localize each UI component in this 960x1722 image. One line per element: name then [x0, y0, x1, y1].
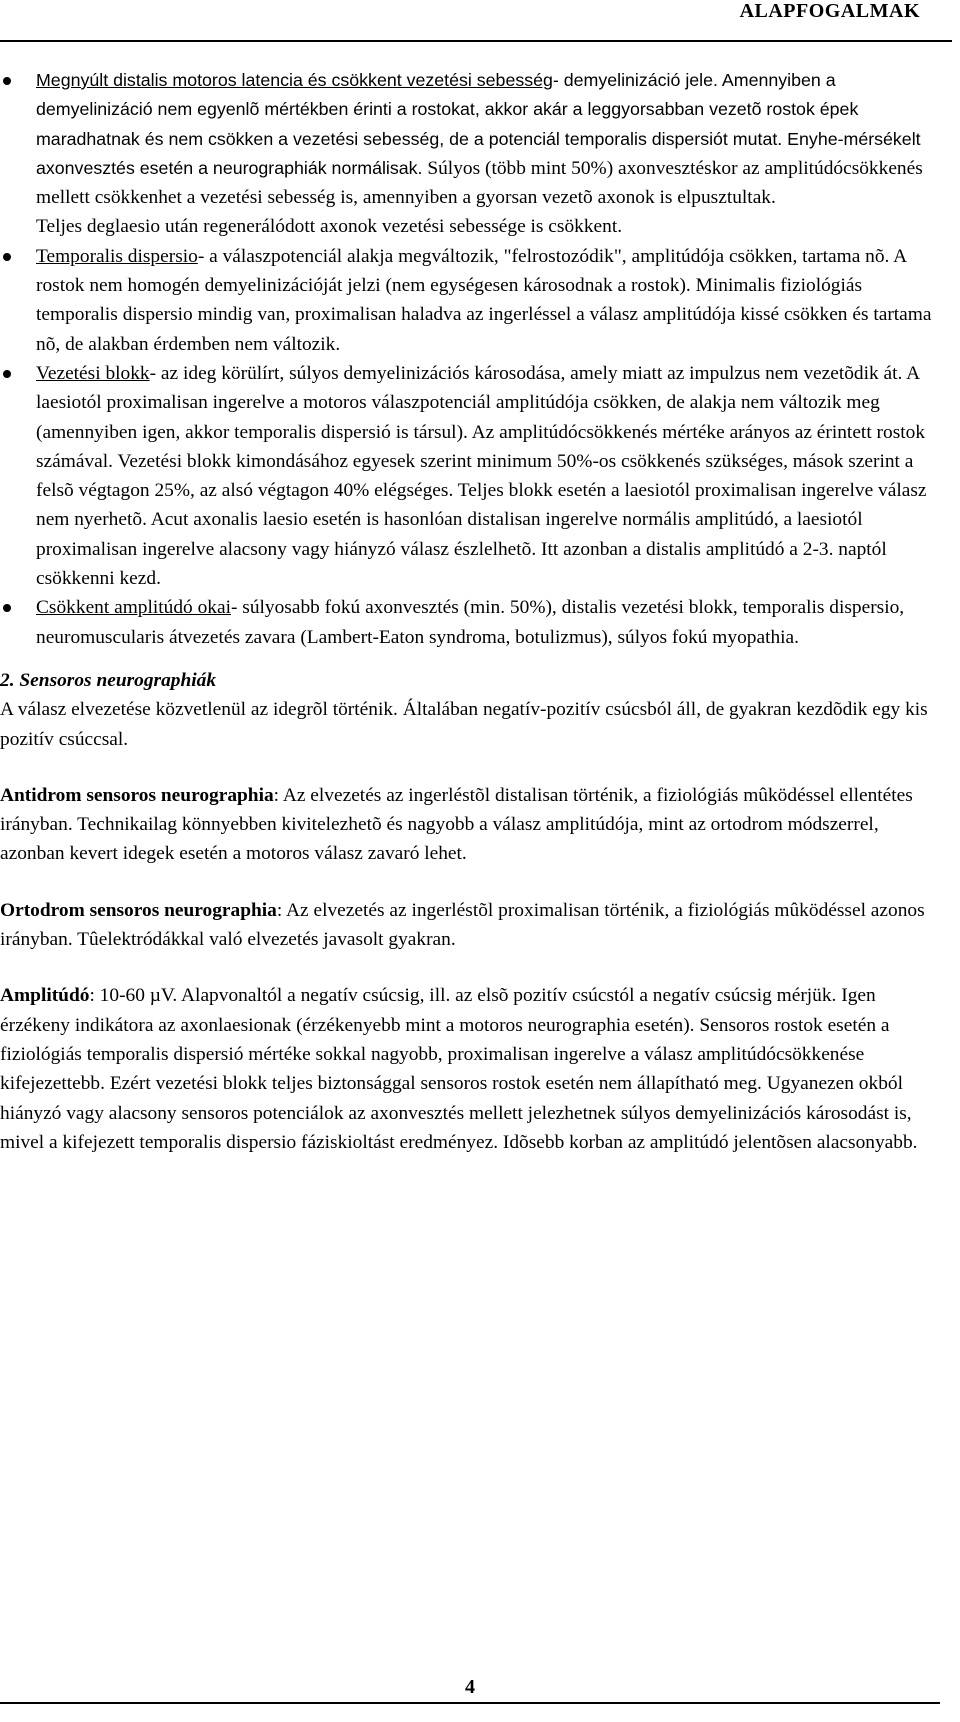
bullet-text: Amennyiben a demyelinizáció nem egyenlõ mértékben érinti a rostokat, akkor akár a leggyorsabban vezetõ rostok épek maradhatnak és nem csökken a vezetési sebesség, de a potenciál temporalis dispersiót mutat.: [36, 70, 859, 149]
paragraph: [0, 781, 940, 869]
paragraph: [0, 981, 940, 1157]
bullet-text: - súlyosabb fokú axonvesztés (min. 50%), distalis vezetési blokk, temporalis dispersio, neuromuscularis átvezetés zavara (Lambert-Eaton syndroma, botulizmus), súlyos fokú myopathia.: [36, 597, 905, 648]
paragraph-term: Amplitúdó: [0, 985, 90, 1007]
paragraph-term: Ortodrom sensoros neurographia: [0, 899, 277, 921]
bullet-icon: [3, 253, 11, 261]
bullet-term: Csökkent amplitúdó okai: [36, 597, 231, 619]
bullet-text: Súlyos (több mint 50%) axonvesztéskor az amplitúdócsökkenés mellett csökkenhet a vezetési sebesség is, amennyiben a gyorsan vezetõ axonok is elpusztultak.: [36, 157, 923, 209]
paragraph-text: : 10-60 µV. Alapvonaltól a negatív csúcsig, ill. az elsõ pozitív csúcstól a negatív csúcsig mérjük. Igen érzékeny indikátora az axonlaesionak (érzékenyebb mint a motoros neurographia esetén). Sensoros rostok esetén a fiziológiás temporalis dispersió mértéke sokkal nagyobb, proximalisan ingerelve a válasz amplitúdócsökkenése kifejezettebb. Ezért vezetési blokk teljes biztonsággal sensoros rostok esetén nem állapítható meg. Ugyanezen okból hiányzó vagy alacsony sensoros potenciálok az axonvesztés mellett jelezhetnek súlyos demyelinizációs károsodást is, mivel a kifejezett temporalis dispersio fáziskioltást eredményez. Idõsebb korban az amplitúdó jelentõsen alacsonyabb.: [0, 985, 918, 1153]
bullet-icon: [3, 77, 11, 85]
list-item: [0, 66, 940, 242]
footer-rule: [0, 1702, 940, 1704]
bullet-term: Temporalis dispersio: [36, 245, 198, 267]
bullet-text: Enyhe-mérsékelt axonvesztés esetén a neurographiák normálisak.: [36, 128, 921, 178]
paragraph-term: Antidrom sensoros neurographia: [0, 784, 274, 806]
bullet-list: [0, 66, 940, 652]
bullet-icon: [3, 370, 11, 378]
paragraph-text: : Az elvezetés az ingerléstõl distalisan történik, a fiziológiás mûködéssel ellentétes irányban. Technikailag könnyebben kivitelezhetõ és nagyobb a válasz amplitúdója, mint az ortodrom módszerrel, azonban kevert idegek esetén a motoros válasz zavaró lehet.: [0, 784, 913, 865]
section-heading: 2. Sensoros neurographiák: [0, 669, 217, 691]
page-header: [0, 0, 960, 44]
bullet-text: - a válaszpotenciál alakja megváltozik, "felrostozódik", amplitúdója csökken, tartama nõ. A rostok nem homogén demyelinizációját jelzi (nem egységesen károsodnak a rostok). Minimalis fiziológiás temporalis dispersio mindig van, proximalisan haladva az ingerléssel a válasz amplitúdója kissé csökken és tartama nõ, de alakban érdemben nem változik.: [36, 245, 932, 355]
list-item: [0, 242, 940, 359]
document-body: [0, 66, 940, 1184]
paragraph-text: : Az elvezetés az ingerléstõl proximalisan történik, a fiziológiás mûködéssel azonos irányban. Tûelektródákkal való elvezetés javasolt gyakran.: [0, 899, 925, 951]
list-item: [0, 593, 940, 652]
bullet-term: Vezetési blokk: [36, 362, 150, 384]
page-number: 4: [465, 1676, 475, 1698]
bullet-text: - az ideg körülírt, súlyos demyelinizációs károsodása, amely miatt az impulzus nem vezetõdik át. A laesiotól proximalisan ingerelve a motoros válaszpotenciál amplitúdója csökken, de alakja nem változik meg (amennyiben igen, akkor temporalis dispersió is társul). Az amplitúdócsökkenés mértéke arányos az érintett rostok számával. Vezetési blokk kimondásához egyesek szerint minimum 50%-os csökkenés szükséges, mások szerint a felsõ végtagon 25%, az alsó végtagon 40% elégséges. Teljes blokk esetén a laesiotól proximalisan ingerelve válasz nem nyerhetõ. Acut axonalis laesio esetén is hasonlóan distalisan ingerelve normális amplitúdó, a laesiotól proximalisan ingerelve alacsony vagy hiányzó válasz észlelhetõ. Itt azonban a distalis amplitúdó a 2-3. naptól csökkenni kezd.: [36, 362, 927, 590]
paragraph: [0, 896, 940, 955]
header-rule: [0, 40, 952, 42]
list-item: [0, 359, 940, 593]
header-title: ALAPFOGALMAK: [739, 0, 920, 22]
section-intro: A válasz elvezetése közvetlenül az idegrõl történik. Általában negatív-pozitív csúcsból áll, de gyakran kezdõdik egy kis pozitív csúccsal.: [0, 699, 928, 750]
bullet-icon: [3, 604, 11, 612]
bullet-term: Megnyúlt distalis motoros latencia és csökkent vezetési sebesség: [36, 70, 553, 90]
bullet-text: Teljes deglaesio után regenerálódott axonok vezetési sebessége is csökkent.: [36, 216, 623, 238]
bullet-intro: - demyelinizáció jele.: [552, 70, 718, 90]
